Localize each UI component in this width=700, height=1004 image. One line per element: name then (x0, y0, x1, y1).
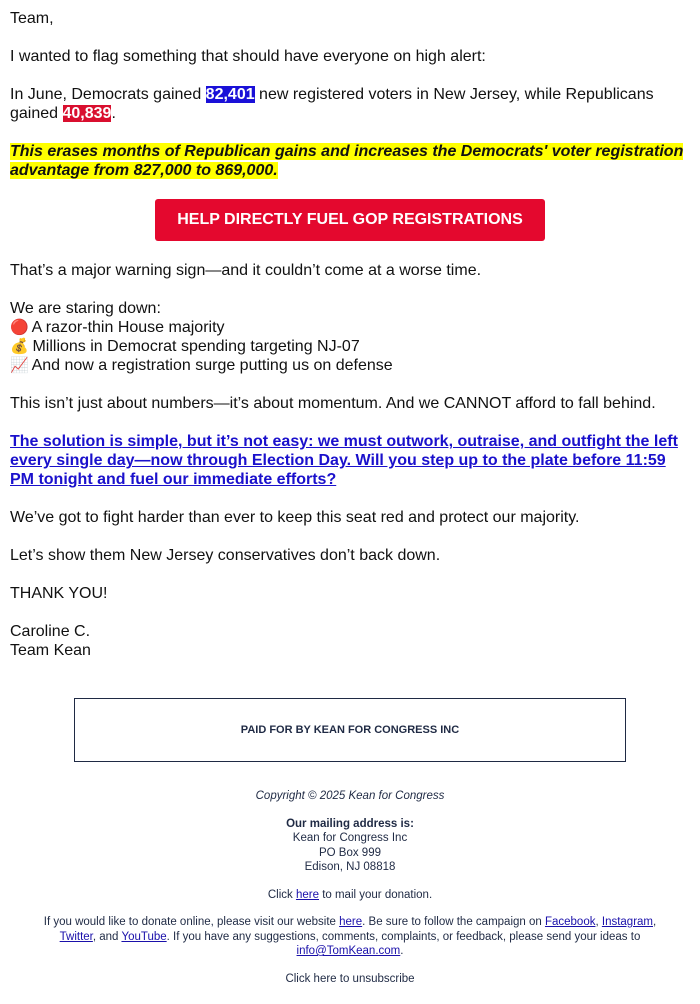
address-line: Kean for Congress Inc (292, 832, 408, 844)
warning-paragraph: That’s a major warning sign—and it couldn’t come at a worse time. (10, 262, 482, 279)
paid-for-disclaimer (74, 698, 626, 762)
signer-team: Team Kean (10, 642, 91, 659)
unsubscribe-link[interactable]: Click here to unsubscribe (285, 972, 415, 985)
online-donation (0, 915, 700, 959)
highlight-text: This erases months of Republican gains and increases the Democrats' voter registration advantage from 827,000 to 869,000. (10, 143, 684, 179)
list-intro: We are staring down: (10, 300, 161, 317)
footer (0, 789, 700, 986)
mail-donation (0, 888, 700, 903)
money-bag-icon: 💰 (10, 338, 29, 355)
website-link[interactable]: here (339, 916, 363, 928)
email-link[interactable]: info@TomKean.com (296, 945, 401, 957)
mailing-label: Our mailing address is: (286, 817, 414, 830)
footer-text: to mail your donation. (319, 888, 433, 901)
twitter-link[interactable]: Twitter (59, 930, 93, 943)
paid-for-text: PAID FOR BY KEAN FOR CONGRESS INC (240, 724, 460, 736)
chart-increasing-icon: 📈 (10, 357, 29, 374)
list-item: And now a registration surge putting us on defense (31, 357, 393, 374)
fight-paragraph: We’ve got to fight harder than ever to keep this seat red and protect our majority. (10, 509, 580, 526)
address-line: PO Box 999 (318, 846, 381, 859)
facebook-link[interactable]: Facebook (544, 916, 596, 928)
instagram-link[interactable]: Instagram (601, 916, 654, 928)
youtube-link[interactable]: YouTube (121, 930, 167, 943)
stats-text: . (111, 105, 116, 122)
list-item: Millions in Democrat spending targeting NJ-07 (32, 338, 360, 355)
footer-text: . (400, 945, 404, 957)
donate-link[interactable]: The solution is simple, but it’s not easy: we must outwork, outraise, and outfight the left every single day—now through Election Day. Will you step up to the plate before 11:59 PM tonight and fuel our immediate efforts? (10, 433, 678, 488)
footer-text: . If you have any suggestions, comments, complaints, or feedback, please send your ideas to (166, 930, 641, 943)
cta-button[interactable]: HELP DIRECTLY FUEL GOP REGISTRATIONS (155, 199, 545, 241)
democrat-gain-number: 82,401 (205, 86, 255, 103)
conservatives-paragraph: Let’s show them New Jersey conservatives don’t back down. (10, 547, 441, 564)
address-line: Edison, NJ 08818 (304, 861, 396, 873)
republican-gain-number: 40,839 (62, 105, 112, 122)
stats-paragraph (10, 85, 690, 123)
copyright: Copyright © 2025 Kean for Congress (255, 790, 445, 802)
stats-text: In June, Democrats gained (10, 86, 206, 103)
threat-list (10, 299, 690, 375)
list-item: A razor-thin House majority (31, 319, 225, 336)
stats-text: new registered voters in New Jersey, while Republicans gained (10, 86, 654, 122)
highlight-paragraph (10, 142, 690, 180)
footer-text: . Be sure to follow the campaign on (362, 916, 545, 928)
signature (10, 622, 690, 660)
momentum-paragraph: This isn’t just about numbers—it’s about momentum. And we CANNOT afford to fall behind. (10, 395, 656, 412)
thank-you: THANK YOU! (10, 585, 108, 602)
signer-name: Caroline C. (10, 623, 91, 640)
greeting: Team, (10, 10, 54, 27)
footer-text: If you would like to donate online, please visit our website (43, 916, 340, 928)
red-circle-icon: 🔴 (10, 319, 29, 336)
mail-donation-link[interactable]: here (295, 888, 319, 901)
footer-text: Click (267, 888, 296, 901)
intro-paragraph: I wanted to flag something that should have everyone on high alert: (10, 48, 486, 65)
footer-text: , (595, 916, 602, 928)
footer-text: , and (92, 930, 122, 943)
footer-text: , (653, 916, 657, 928)
mailing-address (0, 817, 700, 875)
